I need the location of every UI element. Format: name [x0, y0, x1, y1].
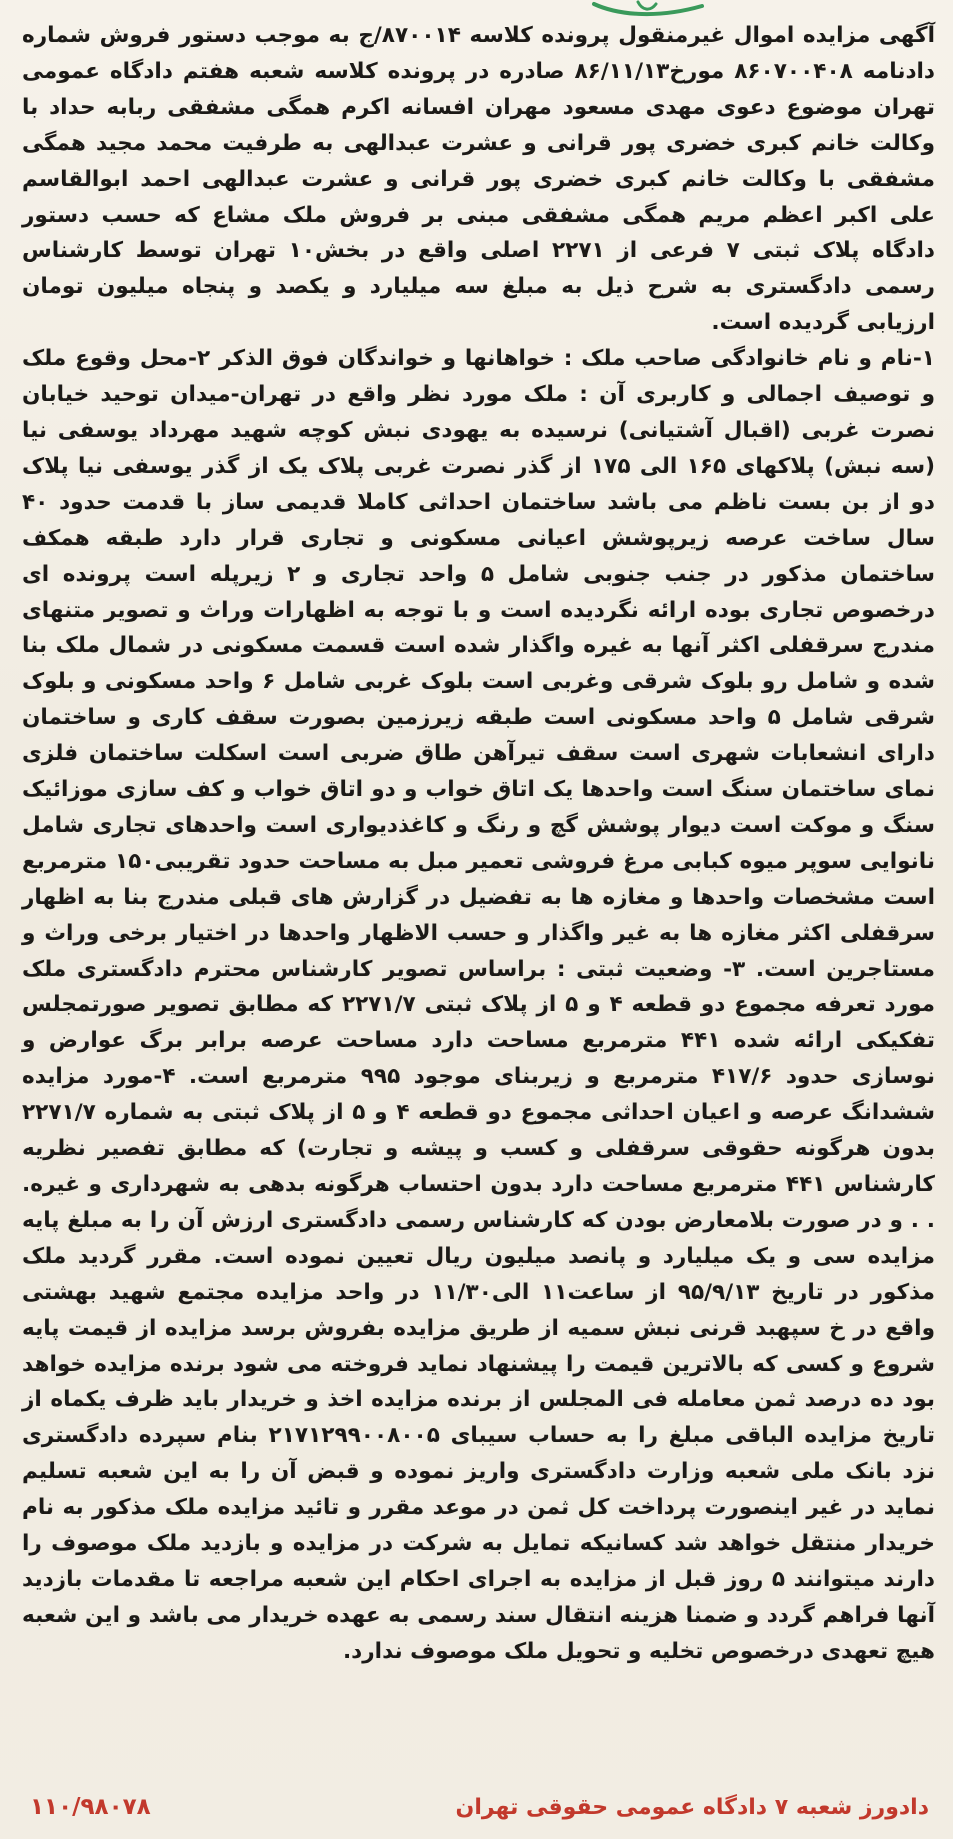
footer-signature: دادورز شعبه ۷ دادگاه عمومی حقوقی تهران — [455, 1794, 929, 1820]
footer-notice-code: ۱۱۰/۹۸۰۷۸ — [30, 1794, 151, 1820]
auction-notice-body — [22, 18, 935, 1670]
notice-intro-paragraph: آگهی مزایده اموال غیرمنقول پرونده کلاسه ۸۷۰۰۱۴/ج به موجب دستور فروش شماره دادنامه ۸۶۰۷۰۰۴۰۸ مورخ۸۶/۱۱/۱۳ صادره در پرونده کلاسه شعبه هفتم دادگاه عمومی تهران موضوع دعوی مهدی مسعود مهران افسانه اکرم همگی مشفقی ربابه حداد با وکالت خانم کبری خضری پور قرانی و عشرت عبدالهی به طرفیت محمد مجید همگی مشفقی با وکالت خانم کبری خضری پور قرانی و عشرت عبدالهی احمد ابوالقاسم علی اکبر اعظم مریم همگی مشفقی مبنی بر فروش ملک مشاع که حسب دستور دادگاه پلاک ثبتی ۷ فرعی از ۲۲۷۱ اصلی واقع در بخش۱۰ تهران توسط کارشناس رسمی دادگستری به شرح ذیل به مبلغ سه میلیارد و یکصد و پنجاه میلیون تومان ارزیابی گردیده است. — [22, 23, 936, 336]
notice-footer — [30, 1790, 929, 1824]
notice-details-paragraph: ۱-نام و نام خانوادگی صاحب ملک : خواهانها و خواندگان فوق الذکر ۲-محل وقوع ملک و توصیف اجمالی و کاربری آن : ملک مورد نظر واقع در تهران-میدان توحید خیابان نصرت غربی (اقبال آشتیانی) نرسیده به یهودی نبش کوچه شهید مهرداد یوسفی نیا (سه نبش) پلاکهای ۱۶۵ الی ۱۷۵ از گذر نصرت غربی پلاک یک از گذر یوسفی نیا پلاک دو از بن بست ناظم می باشد ساختمان احداثی کاملا قدیمی ساز با قدمت حدود ۴۰ سال ساخت عرصه زیرپوشش اعیانی مسکونی و تجاری قرار دارد طبقه همکف ساختمان مذکور در جنب جنوبی شامل ۵ واحد تجاری و ۲ زیرپله است پرونده ای درخصوص تجاری بوده ارائه نگردیده است و با توجه به اظهارات وراث و تصویر متنهای مندرج سرقفلی اکثر آنها به غیره واگذار شده است قسمت مسکونی در شمال ملک بنا شده و شامل رو بلوک شرقی وغربی است بلوک غربی شامل ۶ واحد مسکونی و بلوک شرقی شامل ۵ واحد مسکونی است طبقه زیرزمین بصورت سقف کاری و ساختمان دارای انشعابات شهری است سقف تیرآهن طاق ضربی است اسکلت ساختمان فلزی نمای ساختمان سنگ است واحدها یک اتاق خواب و دو اتاق خواب و کف سازی موزائیک سنگ و موکت است دیوار پوشش گچ و رنگ و کاغذدیواری است واحدهای تجاری شامل نانوایی سوپر میوه کبابی مرغ فروشی تعمیر مبل به مساحت حدود تقریبی۱۵۰ مترمربع است مشخصات واحدها و مغازه ها به تفضیل در گزارش های قبلی مندرج بنا به اظهار سرقفلی اکثر مغازه ها به غیر واگذار و حسب الاظهار واحدها در اختیار برخی وراث و مستاجرین است. ۳- وضعیت ثبتی : براساس تصویر کارشناس محترم دادگستری ملک مورد تعرفه مجموع دو قطعه ۴ و ۵ از پلاک ثبتی ۲۲۷۱/۷ که مطابق تصویر صورتمجلس تفکیکی ارائه شده ۴۴۱ مترمربع مساحت دارد مساحت عرصه برابر برگ عوارض و نوسازی حدود ۴۱۷/۶ مترمربع و زیربنای موجود ۹۹۵ مترمربع است. ۴-مورد مزایده ششدانگ عرصه و اعیان احداثی مجموع دو قطعه ۴ و ۵ از پلاک ثبتی به شماره ۲۲۷۱/۷ بدون هرگونه حقوقی سرقفلی و کسب و پیشه و تجارت) که مطابق تفصیر نظریه کارشناس ۴۴۱ مترمربع مساحت دارد بدون احتساب هرگونه بدهی به شهرداری و غیره. . . و در صورت بلامعارض بودن که کارشناس رسمی دادگستری ارزش آن را به مبلغ پایه مزایده سی و یک میلیارد و پانصد میلیون ریال تعیین نموده است. مقرر گردید ملک مذکور در تاریخ ۹۵/۹/۱۳ از ساعت۱۱ الی۱۱/۳۰ در واحد مزایده مجتمع شهید بهشتی واقع در خ سپهبد قرنی نبش سمیه از طریق مزایده بفروش برسد مزایده از قیمت پایه شروع و کسی که بالاترین قیمت را پیشنهاد نماید فروخته می شود برنده مزایده خواهد بود ده درصد ثمن معامله فی المجلس از برنده مزایده اخذ و خریدار باید ظرف یکماه از تاریخ مزایده الباقی مبلغ را به حساب سیبای ۲۱۷۱۲۹۹۰۰۸۰۰۵ بنام سپرده دادگستری نزد بانک ملی شعبه وزارت دادگستری واریز نموده و قبض آن را به این شعبه تسلیم نماید در غیر اینصورت پرداخت کل ثمن در موعد مقرر و تائید مزایده ملک مذکور به نام خریدار منتقل خواهد شد کسانیکه تمایل به شرکت در مزایده و بازدید ملک موصوف را دارند میتوانند ۵ روز قبل از مزایده به اجرای احکام این شعبه مراجعه تا مقدمات بازدید آنها فراهم گردد و ضمنا هزینه انتقال سند رسمی به عهده خریدار می باشد و این شعبه هیچ تعهدی درخصوص تخلیه و تحویل ملک موصوف ندارد. — [22, 346, 936, 1664]
